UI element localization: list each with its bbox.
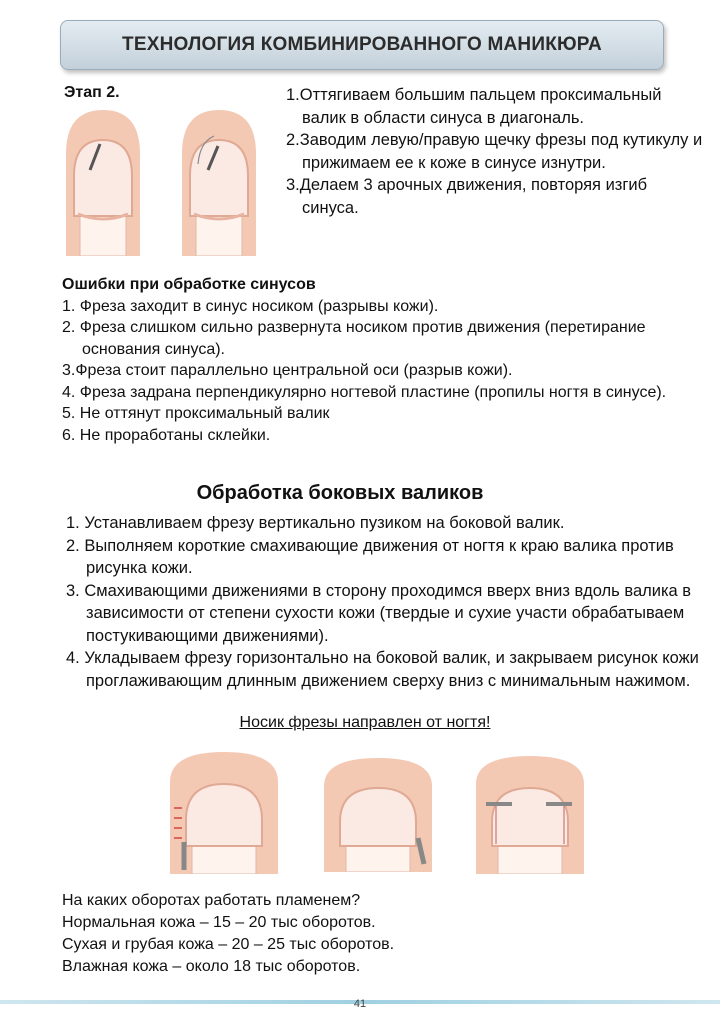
steps-list [286, 84, 706, 219]
step-item: 1.Оттягиваем большим пальцем проксимальный валик в области синуса в диагональ. [286, 86, 662, 127]
finger-illustration-1 [60, 104, 146, 256]
rpm-line: Сухая и грубая кожа – 20 – 25 тыс оборотов. [62, 936, 395, 953]
rpm-question: На каких оборотах работать пламенем? [62, 892, 361, 909]
errors-section [62, 274, 682, 446]
warning-note: Носик фрезы направлен от ногтя! [239, 714, 491, 731]
rpm-line: Нормальная кожа – 15 – 20 тыс оборотов. [62, 914, 376, 931]
error-item: 5. Не оттянут проксимальный валик [62, 405, 330, 422]
finger-illustration-5 [472, 750, 588, 874]
side-step-item: 4. Укладываем фрезу горизонтально на боковой валик, и закрываем рисунок кожи проглаживающим длинным движением сверху вниз с минимальным нажимом. [66, 649, 699, 690]
error-item: 6. Не проработаны склейки. [62, 426, 271, 444]
error-item: 2. Фреза слишком сильно развернута носиком против движения (перетирание основания синуса). [62, 319, 646, 358]
side-steps-list [62, 512, 702, 692]
error-item: 4. Фреза задрана перпендикулярно ногтевой пластине (пропилы ногтя в синусе). [62, 383, 667, 401]
step-item: 2.Заводим левую/правую щечку фрезы под кутикулу и прижимаем ее к коже в синусе изнутри. [286, 131, 703, 172]
rpm-section [62, 890, 394, 978]
error-item: 1. Фреза заходит в синус носиком (разрывы кожи). [62, 297, 439, 315]
page-number: 41 [353, 998, 367, 1010]
title-banner [60, 20, 664, 70]
errors-heading: Ошибки при обработке синусов [62, 276, 316, 293]
side-step-item: 1. Устанавливаем фрезу вертикально пузиком на боковой валик. [66, 514, 565, 532]
step-item: 3.Делаем 3 арочных движения, повторяя изгиб синуса. [286, 176, 648, 217]
side-step-item: 3. Смахивающими движениями в сторону проходимся вверх вниз вдоль валика в зависимости от степени сухости кожи (твердые и сухие участи обрабатываем постукивающими движениями). [66, 581, 692, 645]
error-item: 3.Фреза стоит параллельно центральной оси (разрыв кожи). [62, 362, 513, 379]
side-step-item: 2. Выполняем короткие смахивающие движения от ногтя к краю валика против рисунка кожи. [66, 536, 674, 577]
page-title: ТЕХНОЛОГИЯ КОМБИНИРОВАННОГО МАНИКЮРА [122, 34, 602, 55]
stage-label: Этап 2. [64, 84, 120, 101]
finger-illustration-3 [166, 746, 282, 874]
finger-illustration-2 [176, 104, 262, 256]
section-title: Обработка боковых валиков [196, 482, 484, 504]
rpm-line: Влажная кожа – около 18 тыс оборотов. [62, 958, 361, 975]
finger-illustration-4 [320, 752, 436, 872]
